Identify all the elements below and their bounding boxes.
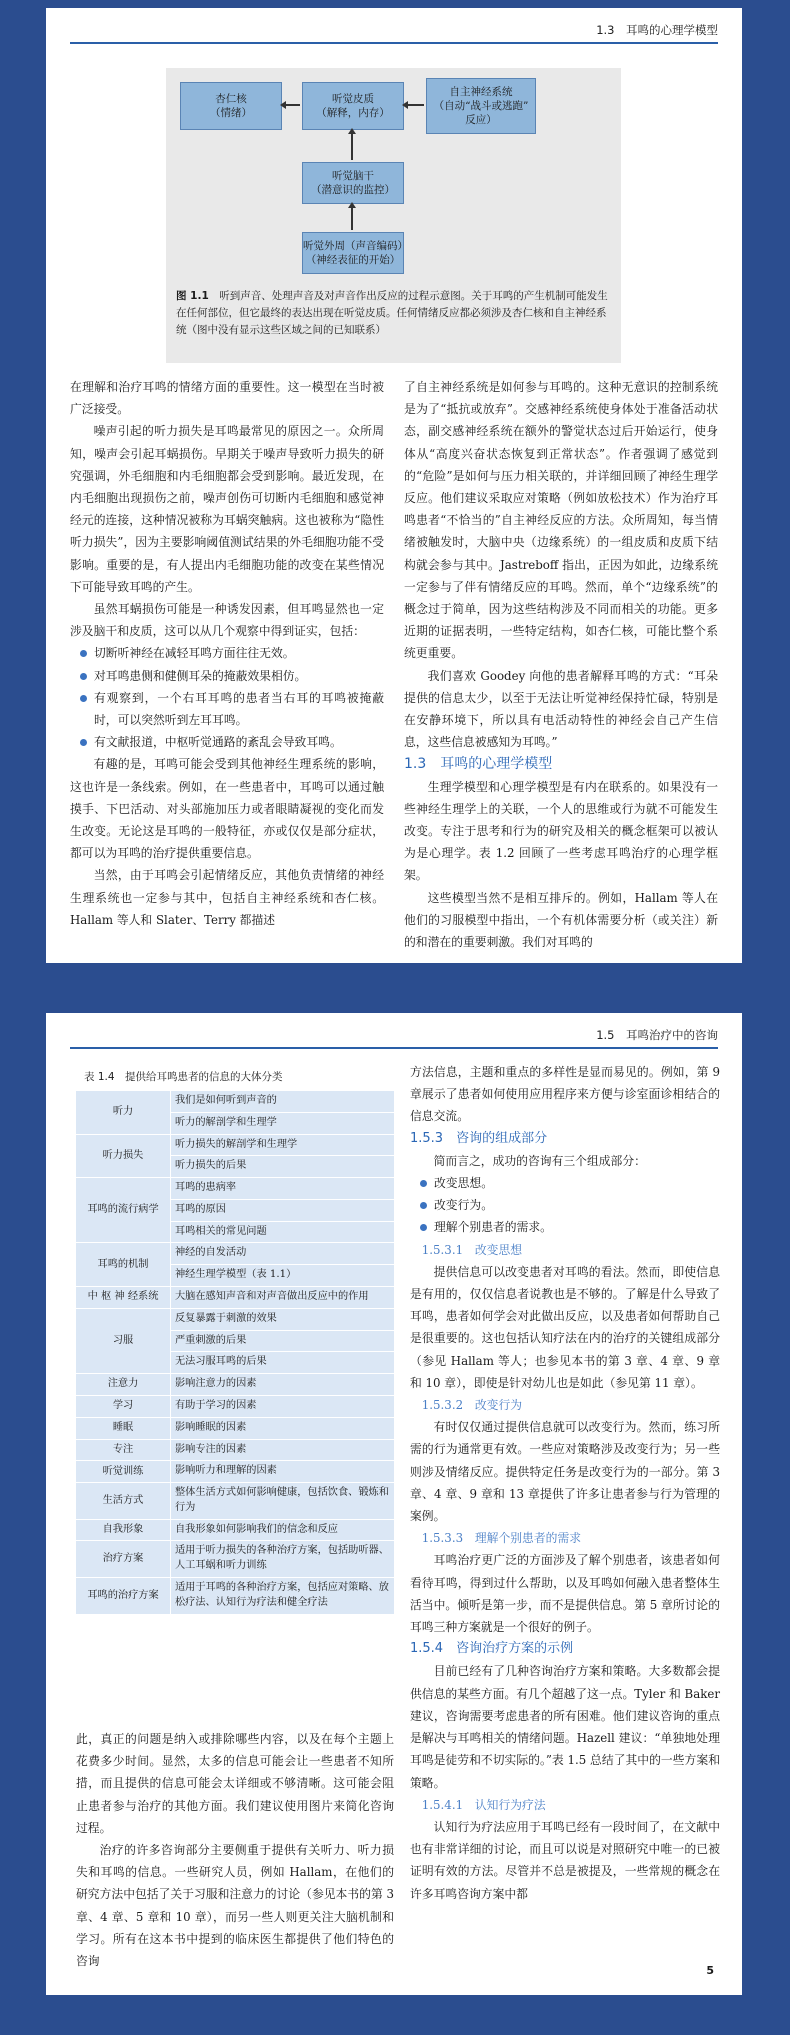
subsubsection-heading: 1.5.3.2 改变行为 xyxy=(421,1398,523,1413)
paragraph: 目前已经有了几种咨询治疗方案和策略。大多数都会提供信息的某些方面。有几个超越了这一点。Tyler 和 Baker 建议，咨询需要考虑患者的所有困难。他们建议咨询的重点是解决与耳鸣相关的情绪问题。Hazell 建议：“单独地处理耳鸣是徒劳和不切实际的。”表 1.5 总结了其中的一些方案和策略。 xyxy=(410,1664,720,1790)
paragraph: 我们喜欢 Goodey 向他的患者解释耳鸣的方式：“耳朵提供的信息太少，以至于无法让听觉神经保持忙碌，特别是在安静环境下，所以具有电活动特性的神经会自己产生信息，这些信息被感知为耳鸣。” xyxy=(404,668,718,750)
table-items-cell xyxy=(170,1520,394,1541)
table-item: 影响听力和理解的因素 xyxy=(175,1465,277,1477)
auditory-cortex-box xyxy=(302,82,404,130)
table-items-cell xyxy=(170,1483,394,1519)
table-row xyxy=(76,1519,394,1541)
table-item: 影响注意力的因素 xyxy=(175,1378,257,1390)
table-row xyxy=(76,1134,394,1178)
table-row xyxy=(76,1460,394,1482)
table-item: 神经生理学模型（表 1.1） xyxy=(171,1264,394,1286)
box-label: 杏仁核 xyxy=(215,92,247,105)
table-category-cell: 听力 xyxy=(112,1106,134,1118)
table-row xyxy=(76,1482,394,1519)
paragraph: 噪声引起的听力损失是耳鸣最常见的原因之一。众所周知，噪声会引起耳蜗损伤。早期关于噪声导致听力损失的研究强调，外毛细胞和内毛细胞都会受到影响。最近发现，在内毛细胞出现损伤之前，噪声创伤可切断内毛细胞和感觉神经元的连接，这种情况被称为耳蜗突触病。这也被称为“隐性听力损失”，因为主要影响阈值测试结果的外毛细胞功能不受影响。重要的是，有人提出内毛细胞功能的改变在某些情况下可能导致耳鸣的产生。 xyxy=(70,424,384,594)
paragraph: 治疗的许多咨询部分主要侧重于提供有关听力、听力损失和耳鸣的信息。一些研究人员，例如 Hallam，在他们的研究方法中包括了关于习服和注意力的讨论（参见本书的第 3 章、4 章、5 章和 10 章），而另一些人则更关注大脑机制和学习。所有在这本书中提到的临床医生都提供了他们特色的咨询 xyxy=(76,1843,394,1969)
table-1-4 xyxy=(76,1061,394,1614)
table-item: 大脑在感知声音和对声音做出反应中的作用 xyxy=(175,1291,369,1303)
table-items-cell xyxy=(170,1461,394,1482)
box-sublabel: （自动“战斗或逃跑” xyxy=(433,99,529,112)
page-number: 5 xyxy=(706,1964,714,1977)
table-item: 耳鸣相关的常见问题 xyxy=(171,1221,394,1243)
figure-caption xyxy=(176,288,611,338)
subsubsection-heading: 1.5.4.1 认知行为疗法 xyxy=(421,1797,546,1812)
table-category-cell: 听力损失 xyxy=(102,1149,144,1161)
box-label: 听觉脑干 xyxy=(332,169,374,182)
table-item: 听力损失的后果 xyxy=(171,1155,394,1177)
table-category-cell: 睡眠 xyxy=(112,1421,134,1433)
table-items-cell xyxy=(170,1091,394,1134)
header-rule xyxy=(70,42,718,44)
brainstem-box xyxy=(302,162,404,204)
arrowhead xyxy=(348,202,356,208)
table-row xyxy=(76,1540,394,1577)
subsection-heading: 1.5.3 咨询的组成部分 xyxy=(410,1130,548,1146)
bullet-item: 有文献报道，中枢听觉通路的紊乱会导致耳鸣。 xyxy=(70,731,384,753)
table-items-cell xyxy=(170,1578,394,1614)
paragraph: 虽然耳蜗损伤可能是一种诱发因素，但耳鸣显然也一定涉及脑干和皮质，这可以从几个观察中得到证实，包括： xyxy=(70,602,384,639)
caption-label: 图 1.1 xyxy=(176,290,209,302)
autonomic-box xyxy=(426,78,536,134)
table-category-cell: 耳鸣的流行病学 xyxy=(87,1204,159,1216)
table-row xyxy=(76,1177,394,1242)
table-item: 听力的解剖学和生理学 xyxy=(171,1112,394,1134)
paragraph: 当然，由于耳鸣会引起情绪反应，其他负责情绪的神经生理系统也一定参与其中，包括自主神经系统和杏仁核。Hallam 等人和 Slater、Terry 都描述 xyxy=(70,868,384,927)
paragraph: 有趣的是，耳鸣可能会受到其他神经生理系统的影响，这也许是一条线索。例如，在一些患者中，耳鸣可以通过触摸手、下巴活动、对头部施加压力或者眼睛凝视的变化而发生改变。无论这是耳鸣的一般特征，亦或仅仅是部分症状，都可以为耳鸣的治疗提供重要信息。 xyxy=(70,757,384,861)
table-category-cell: 自我形象 xyxy=(102,1523,144,1535)
table-items-cell xyxy=(170,1418,394,1439)
table-item: 有助于学习的因素 xyxy=(175,1399,257,1411)
paragraph: 认知行为疗法应用于耳鸣已经有一段时间了，在文献中也有非常详细的讨论，而且可以说是对照研究中唯一的已被证明有效的方法。尽管并不总是被提及，一些常规的概念在许多耳鸣咨询方案中都 xyxy=(410,1819,720,1901)
table-item: 适用于听力损失的各种治疗方案，包括助听器、人工耳蜗和听力训练 xyxy=(175,1545,389,1572)
running-header: 1.5 耳鸣治疗中的咨询 xyxy=(596,1028,718,1042)
box-label: 听觉外周（声音编码） xyxy=(303,239,408,252)
table-row xyxy=(76,1395,394,1417)
amygdala-box xyxy=(180,82,282,130)
table-items-cell xyxy=(170,1287,394,1308)
bullet-item: 有观察到，一个右耳耳鸣的患者当右耳的耳鸣被掩蔽时，可以突然听到左耳耳鸣。 xyxy=(70,687,384,731)
page-top xyxy=(46,8,742,963)
left-column xyxy=(70,376,384,931)
table-items-cell xyxy=(170,1541,394,1577)
table-items-cell xyxy=(170,1440,394,1461)
table-items-cell xyxy=(170,1135,394,1178)
bullet-item: 改变思想。 xyxy=(410,1172,720,1194)
table-item: 我们是如何听到声音的 xyxy=(175,1095,277,1106)
paragraph: 此，真正的问题是纳入或排除哪些内容，以及在每个主题上花费多少时间。显然，太多的信息可能会让一些患者不知所措，而且提供的信息可能会太详细或不够清晰。这可能会阻止患者参与治疗的其他方面。我们建议使用图片来简化咨询过程。 xyxy=(76,1732,394,1835)
table-title: 表 1.4 提供给耳鸣患者的信息的大体分类 xyxy=(76,1061,394,1090)
section-heading: 1.3 耳鸣的心理学模型 xyxy=(404,756,553,773)
table-row xyxy=(76,1308,394,1373)
table-category-cell: 耳鸣的治疗方案 xyxy=(87,1589,159,1601)
table-row xyxy=(76,1577,394,1614)
table-item: 反复暴露于刺激的效果 xyxy=(175,1312,277,1324)
table-category-cell: 治疗方案 xyxy=(102,1553,144,1565)
table-item: 神经的自发活动 xyxy=(175,1247,247,1259)
subsubsection-heading: 1.5.3.1 改变思想 xyxy=(421,1242,523,1257)
table-items-cell xyxy=(170,1243,394,1286)
paragraph: 有时仅仅通过提供信息就可以改变行为。然而，练习所需的行为通常更有效。一些应对策略涉及改变行为；另一些则涉及情绪反应。提供特定任务是改变行为的一部分。第 3 章、4 章、9 章和 13 章提供了许多让患者参与行为管理的案例。 xyxy=(410,1420,720,1524)
paragraph: 生理学模型和心理学模型是有内在联系的。如果没有一些神经生理学上的关联，一个人的思维或行为就不可能发生改变。专注于思考和行为的研究及相关的概念框架可以被认为是心理学。表 1.2 回顾了一些考虑耳鸣治疗的心理学框架。 xyxy=(404,779,718,883)
box-sublabel: （解释，内存） xyxy=(316,107,390,119)
table-row xyxy=(76,1417,394,1439)
bullet-item: 理解个别患者的需求。 xyxy=(410,1216,720,1238)
paragraph: 简而言之，成功的咨询有三个组成部分： xyxy=(433,1153,646,1168)
table-item: 适用于耳鸣的各种治疗方案，包括应对策略、放松疗法、认知行为疗法和健全疗法 xyxy=(175,1581,389,1608)
bullet-item: 对耳鸣患侧和健侧耳朵的掩蔽效果相仿。 xyxy=(70,665,384,687)
table-items-cell xyxy=(170,1178,394,1242)
header-rule xyxy=(70,1047,718,1049)
right-column xyxy=(410,1061,720,1905)
periphery-box xyxy=(302,232,408,274)
table-row xyxy=(76,1090,394,1134)
figure-1-1 xyxy=(166,68,621,363)
paragraph: 方法信息，主题和重点的多样性是显而易见的。例如，第 9 章展示了患者如何使用应用程序来方便与诊室面诊相结合的信息交流。 xyxy=(410,1065,720,1124)
box-sublabel: （情绪） xyxy=(210,107,252,119)
paragraph: 在理解和治疗耳鸣的情绪方面的重要性。这一模型在当时被广泛接受。 xyxy=(70,380,384,417)
table-item: 影响专注的因素 xyxy=(175,1443,247,1455)
arrowhead xyxy=(348,128,356,134)
left-column xyxy=(76,1728,394,1972)
table-category-cell: 注意力 xyxy=(107,1378,139,1390)
table-category-cell: 耳鸣的机制 xyxy=(97,1258,149,1270)
table-item: 耳鸣的患病率 xyxy=(175,1182,237,1194)
box-sublabel: （神经表征的开始） xyxy=(305,254,401,266)
table-row xyxy=(76,1439,394,1461)
running-header: 1.3 耳鸣的心理学模型 xyxy=(596,23,718,37)
table-category-cell: 习服 xyxy=(112,1334,134,1346)
bullet-item: 改变行为。 xyxy=(410,1194,720,1216)
table-body xyxy=(76,1090,394,1614)
paragraph: 这些模型当然不是相互排斥的。例如，Hallam 等人在他们的习服模型中指出，一个有机体需要分析（或关注）新的和潜在的重要刺激。我们对耳鸣的 xyxy=(404,890,718,950)
table-items-cell xyxy=(170,1374,394,1395)
table-category-cell: 中 枢 神 经系统 xyxy=(87,1291,159,1303)
subsubsection-heading: 1.5.3.3 理解个别患者的需求 xyxy=(421,1531,582,1546)
table-category-cell: 生活方式 xyxy=(102,1494,144,1506)
box-label: 自主神经系统 xyxy=(449,85,513,98)
table-row xyxy=(76,1286,394,1308)
table-item: 整体生活方式如何影响健康，包括饮食、锻炼和行为 xyxy=(175,1487,389,1513)
table-item: 听力损失的解剖学和生理学 xyxy=(175,1138,298,1150)
box-label: 听觉皮质 xyxy=(332,92,374,105)
paragraph: 耳鸣治疗更广泛的方面涉及了解个别患者，该患者如何看待耳鸣，得到过什么帮助，以及耳鸣如何融入患者整体生活当中。倾听是第一步，而不是提供信息。第 5 章所讨论的耳鸣三种方案就是一个很好的例子。 xyxy=(410,1553,720,1635)
table-row xyxy=(76,1242,394,1286)
page-bottom xyxy=(46,1013,742,1995)
box-sublabel: 反应） xyxy=(465,114,497,127)
table-category-cell: 听觉训练 xyxy=(102,1465,144,1477)
bullet-item: 切断听神经在减轻耳鸣方面往往无效。 xyxy=(70,642,384,664)
box-sublabel: （潜意识的监控） xyxy=(311,184,395,196)
table-item: 自我形象如何影响我们的信念和反应 xyxy=(175,1523,338,1535)
table-category-cell: 学习 xyxy=(112,1400,134,1412)
table-item: 耳鸣的原因 xyxy=(171,1199,394,1221)
table-item: 影响睡眠的因素 xyxy=(175,1421,247,1433)
table-items-cell xyxy=(170,1309,394,1373)
table-item: 严重刺激的后果 xyxy=(171,1330,394,1352)
arrowhead xyxy=(280,101,286,109)
subsection-heading: 1.5.4 咨询治疗方案的示例 xyxy=(410,1641,574,1657)
paragraph: 了自主神经系统是如何参与耳鸣的。这种无意识的控制系统是为了“抵抗或放弃”。交感神经系统使身体处于准备活动状态，副交感神经系统在额外的警觉状态过后开始运行，使身体从“高度兴奋状态恢复到正常状态”。作者强调了感觉到的“危险”是如何与压力相关联的，并详细回顾了神经生理学反应。他们建议采取应对策略（例如放松技术）作为治疗耳鸣患者“不恰当的”自主神经反应的方法。众所周知，每当情绪被触发时，大脑中央（边缘系统）的一组皮质和皮质下结构就会参与其中。Jastreboff 指出，正因为如此，边缘系统一定参与了伴有情绪反应的耳鸣。然而，单个“边缘系统”的概念过于简单，因为这些结构涉及不同而相关的功能。更多近期的证据表明，一些特定结构，如杏仁核，可能比整个系统更重要。 xyxy=(404,380,718,661)
paragraph: 提供信息可以改变患者对耳鸣的看法。然而，即使信息是有用的，仅仅信息者说教也是不够的。了解是什么导致了耳鸣，患者如何学会对此做出反应，以及患者如何帮助自己是很重要的。这也包括认知疗法在内的治疗的关键组成部分（参见 Hallam 等人；也参见本书的第 3 章、4 章、9 章和 10 章），即使是针对幼儿也是如此（参见第 11 章）。 xyxy=(410,1264,720,1390)
right-column xyxy=(404,376,718,953)
table-item: 无法习服耳鸣的后果 xyxy=(171,1351,394,1373)
table-items-cell xyxy=(170,1396,394,1417)
caption-text: 听到声音、处理声音及对声音作出反应的过程示意图。关于耳鸣的产生机制可能发生在任何部位，但它最终的表达出现在听觉皮质。任何情绪反应都必须涉及杏仁核和自主神经系统（图中没有显示这些区域之间的已知联系） xyxy=(176,290,608,336)
arrow-brainstem-cortex xyxy=(351,130,353,160)
arrowhead xyxy=(402,101,408,109)
table-row xyxy=(76,1373,394,1395)
table-category-cell: 专注 xyxy=(112,1443,134,1455)
